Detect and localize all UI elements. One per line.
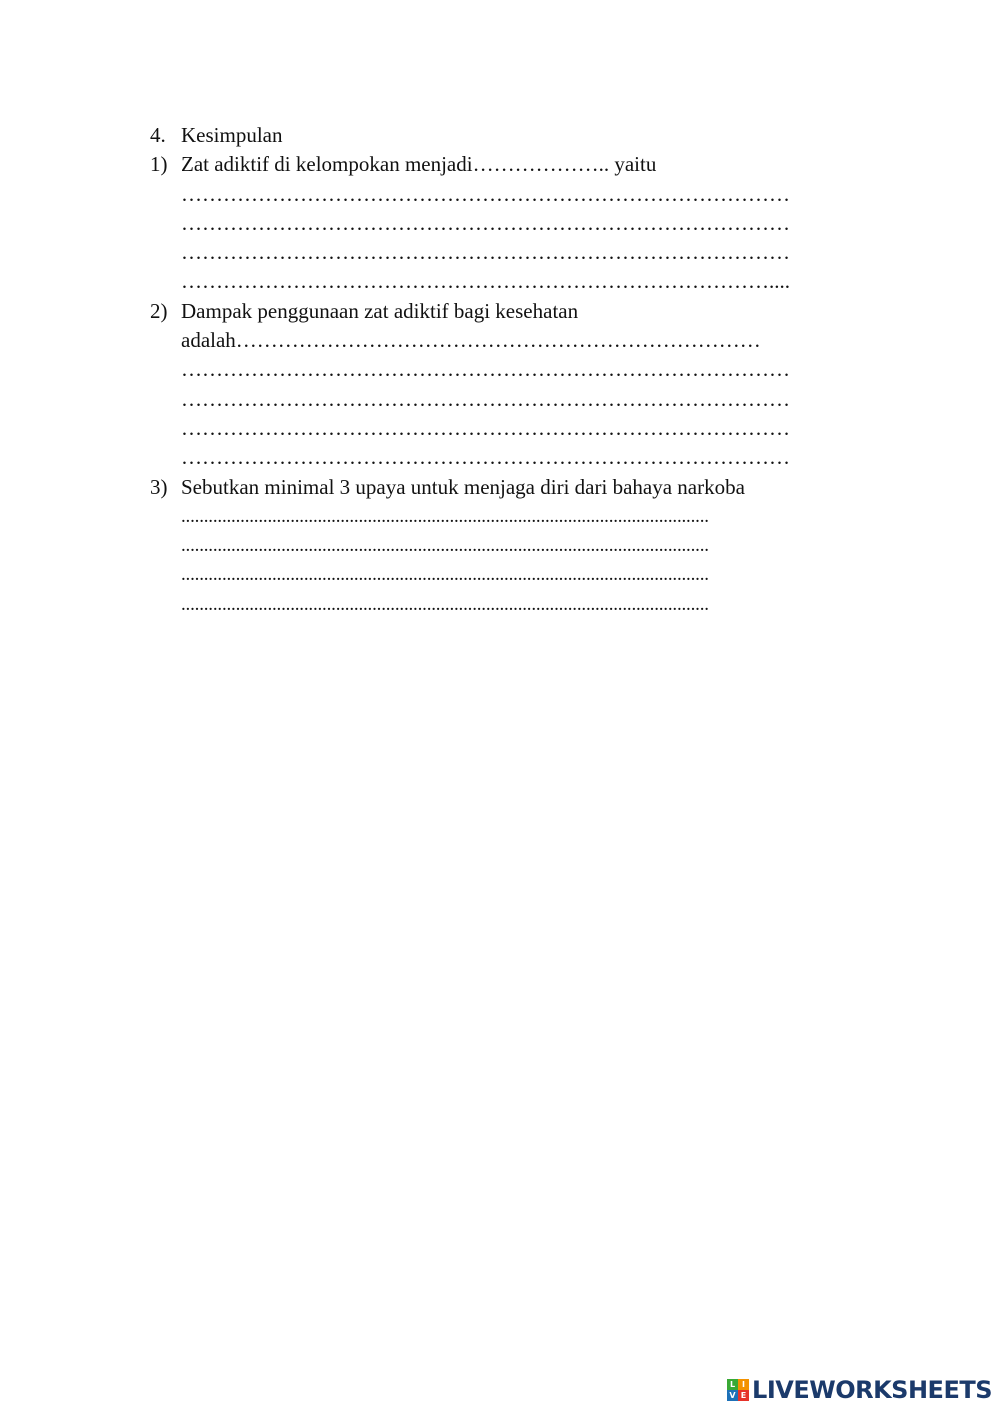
- logo-letter: E: [738, 1390, 749, 1401]
- answer-line[interactable]: [150, 531, 890, 560]
- answer-dots[interactable]: ……………………………………………………………………………: [181, 357, 790, 382]
- logo-letter: V: [727, 1390, 738, 1401]
- question-2-number: 2): [150, 298, 168, 323]
- question-2-prompt: [150, 297, 890, 326]
- question-3-text: Sebutkan minimal 3 upaya untuk menjaga diri dari bahaya narkoba: [181, 474, 745, 499]
- question-2-continuation[interactable]: [150, 326, 890, 355]
- answer-line[interactable]: [150, 560, 890, 589]
- answer-line[interactable]: [150, 180, 890, 209]
- answer-line[interactable]: [150, 267, 890, 296]
- answer-dots[interactable]: …………………………………………………………………………....: [181, 269, 790, 294]
- question-1-text[interactable]: Zat adiktif di kelompokan menjadi……………….. yaitu: [181, 152, 657, 177]
- answer-line[interactable]: [150, 238, 890, 267]
- answer-line[interactable]: [150, 385, 890, 414]
- worksheet-content: [150, 121, 890, 619]
- answer-dots[interactable]: ....................................................................................................................: [181, 564, 709, 586]
- answer-dots[interactable]: ....................................................................................................................: [181, 505, 709, 527]
- answer-dots[interactable]: ……………………………………………………………………………: [181, 210, 790, 235]
- question-1-number: 1): [150, 152, 168, 177]
- question-1-prompt: [150, 150, 890, 179]
- question-2-text: Dampak penggunaan zat adiktif bagi kesehatan: [181, 298, 579, 323]
- answer-line[interactable]: [150, 590, 890, 619]
- section-heading: [150, 121, 890, 150]
- question-3-number: 3): [150, 474, 168, 499]
- section-title: Kesimpulan: [181, 123, 283, 147]
- answer-line[interactable]: [150, 443, 890, 472]
- logo-text: LIVEWORKSHEETS: [752, 1376, 992, 1404]
- answer-dots[interactable]: ....................................................................................................................: [181, 593, 709, 615]
- answer-dots[interactable]: ……………………………………………………………………………: [181, 445, 790, 470]
- question-2-continuation-text[interactable]: adalah…………………………………………………………………: [181, 328, 761, 353]
- answer-dots[interactable]: ……………………………………………………………………………: [181, 240, 790, 265]
- section-number: 4.: [150, 123, 166, 147]
- question-3-prompt: [150, 473, 890, 502]
- answer-dots[interactable]: ……………………………………………………………………………: [181, 181, 790, 206]
- liveworksheets-logo: [727, 1373, 992, 1407]
- answer-line[interactable]: [150, 355, 890, 384]
- logo-letter: L: [727, 1379, 738, 1390]
- answer-dots[interactable]: ……………………………………………………………………………: [181, 415, 790, 440]
- answer-line[interactable]: [150, 502, 890, 531]
- answer-line[interactable]: [150, 414, 890, 443]
- logo-mark-icon: [727, 1379, 749, 1401]
- answer-dots[interactable]: ....................................................................................................................: [181, 535, 709, 557]
- answer-line[interactable]: [150, 209, 890, 238]
- answer-dots[interactable]: ……………………………………………………………………………: [181, 386, 790, 411]
- logo-letter: I: [738, 1379, 749, 1390]
